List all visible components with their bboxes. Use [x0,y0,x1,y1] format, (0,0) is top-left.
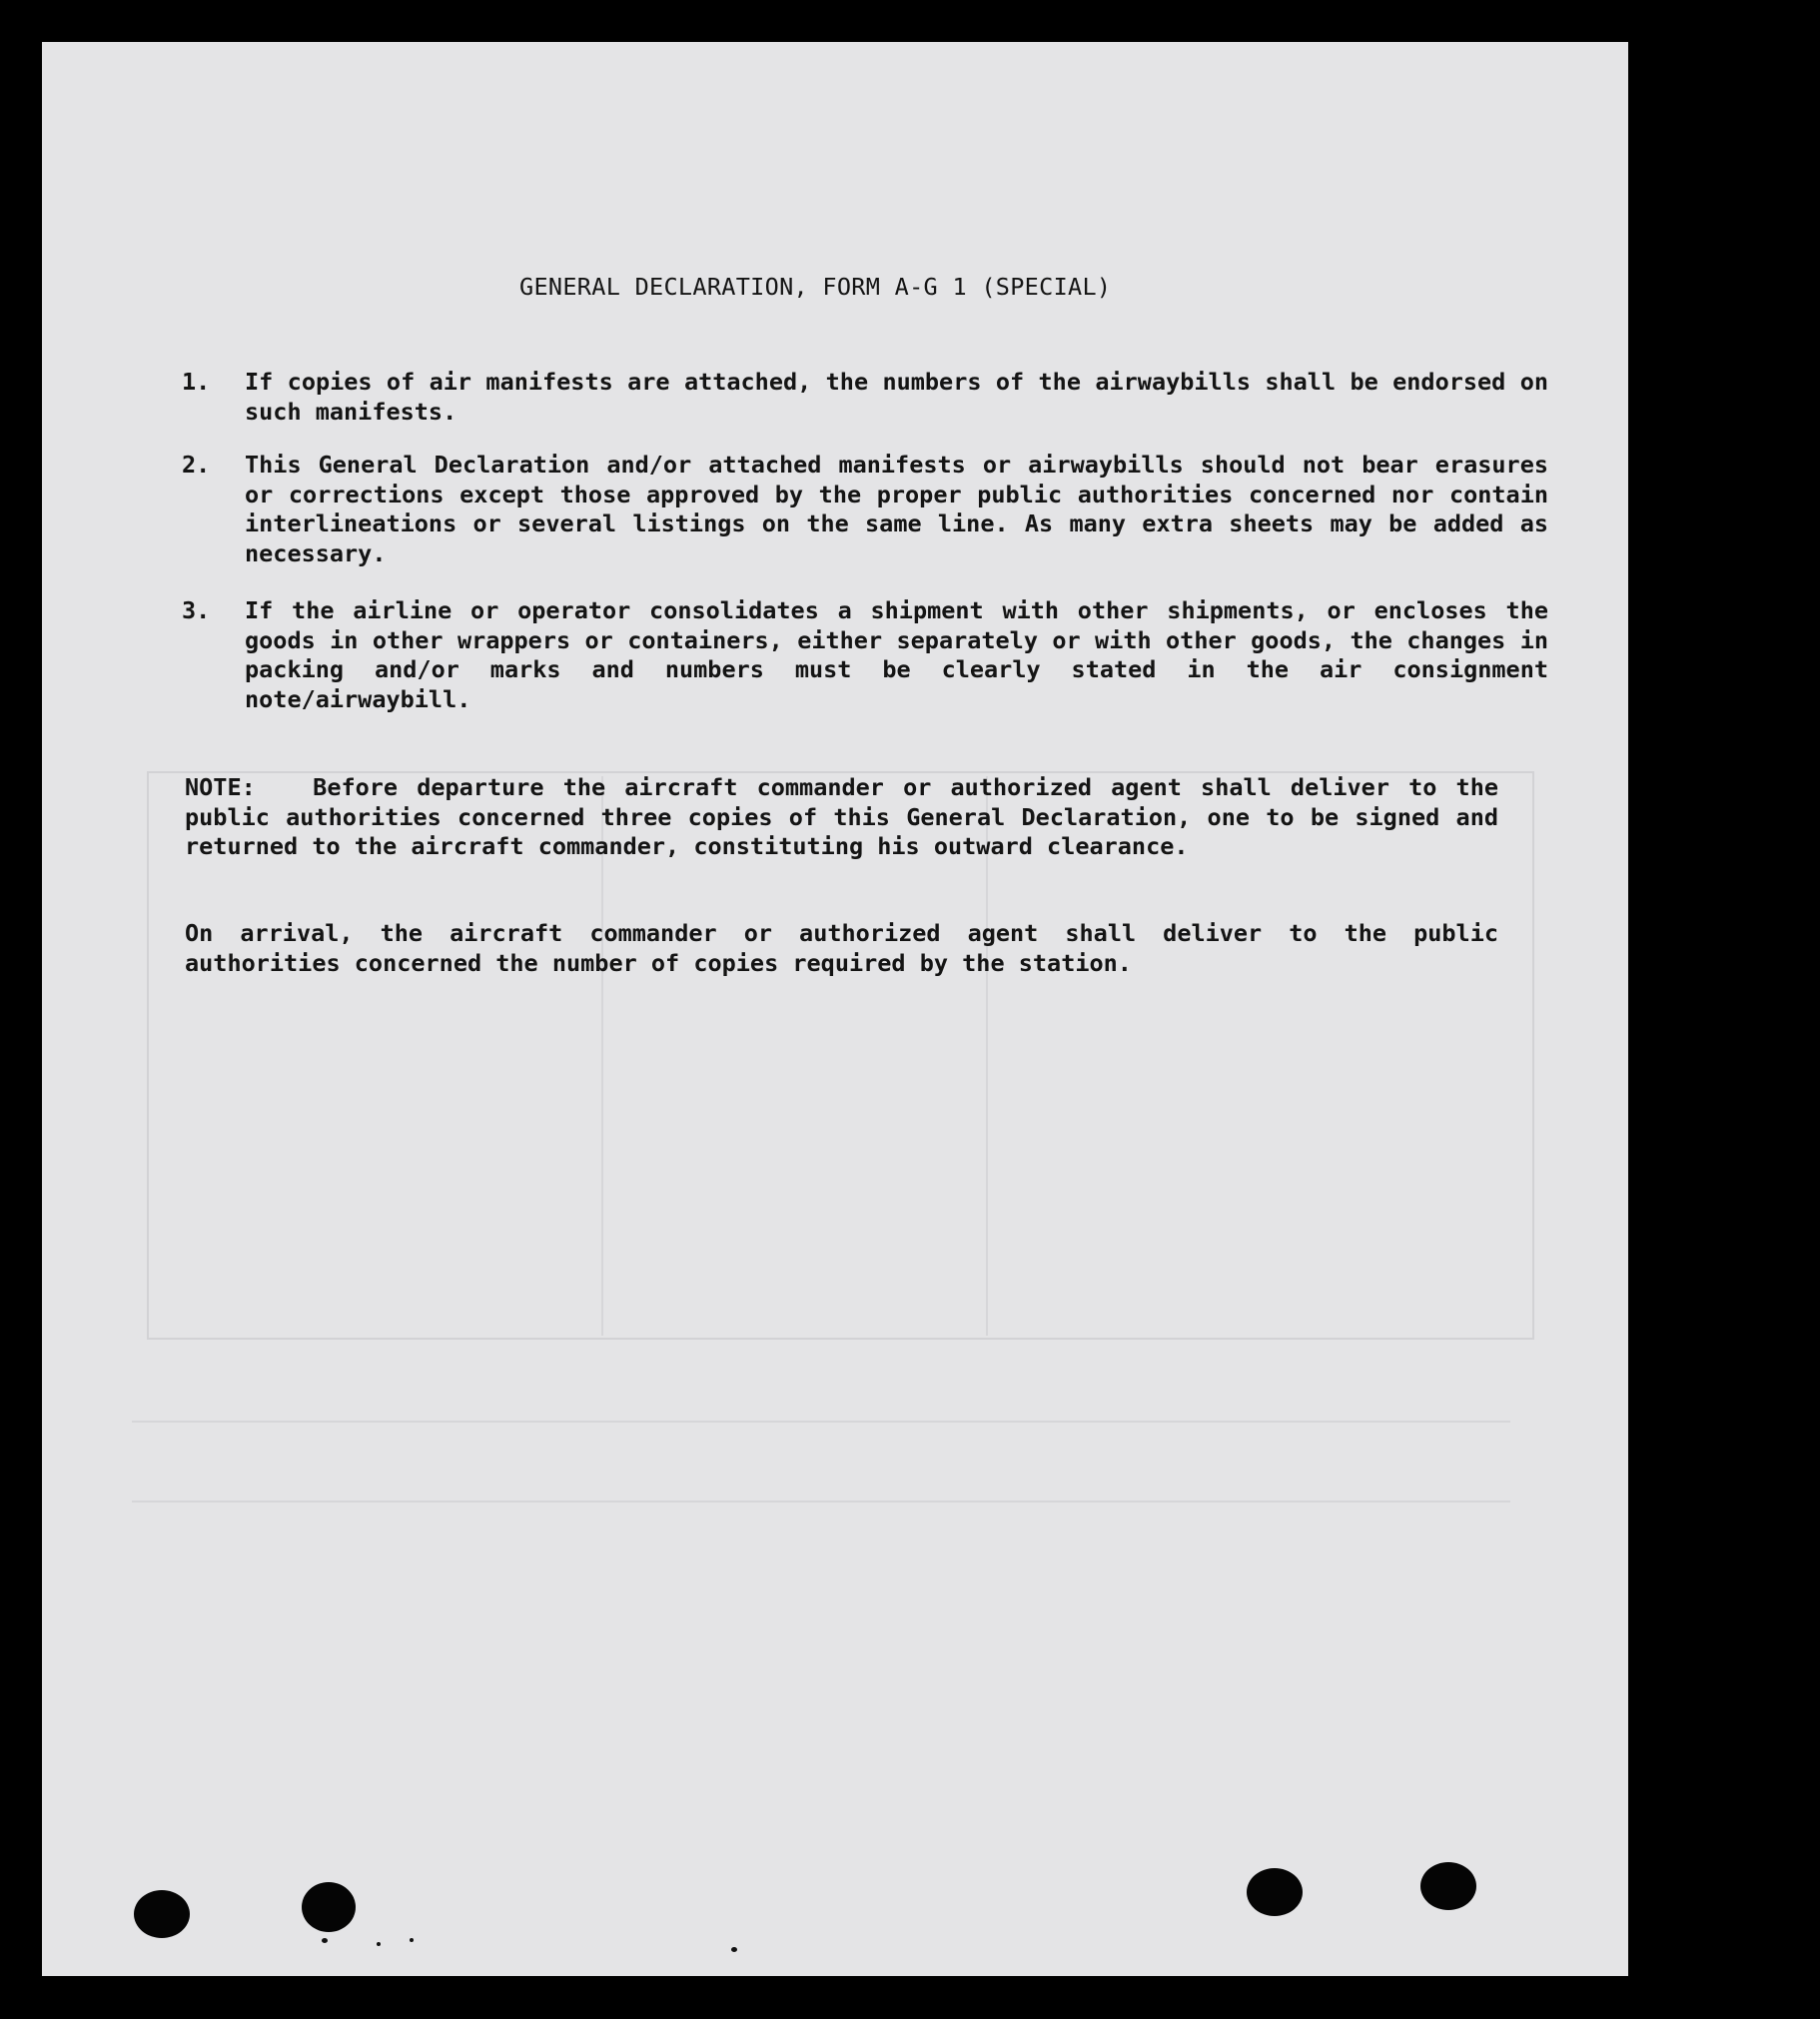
arrival-note: On arrival, the aircraft commander or authorized agent shall deliver to the public authorities concerned the number of copies required by the station. [185,919,1498,977]
item-number: 2. [182,451,211,479]
punch-hole [1247,1868,1303,1916]
scan-speck [410,1938,414,1942]
scan-speck [377,1942,381,1946]
item-number: 3. [182,596,211,624]
punch-hole [1420,1862,1476,1910]
departure-note: NOTE: Before departure the aircraft commander or authorized agent shall deliver to the public authorities concerned three copies of this General Declaration, one to be signed and returned to the aircraft commander, constituting his outward clearance. [185,773,1513,860]
document-page [42,42,1628,1976]
bleed-through-line [132,1501,1510,1503]
item-number: 1. [182,368,211,396]
punch-hole [302,1882,356,1932]
bleed-through-line [132,1421,1510,1423]
scan-speck [731,1947,737,1952]
item-text: If copies of air manifests are attached, the numbers of the airwaybills shall be endorsed on such manifests. [245,368,1548,426]
item-text: If the airline or operator consolidates a shipment with other shipments, or encloses the goods in other wrappers or containers, either separately or with other goods, the changes in packing and/or marks and numbers must be clearly stated in the air consignment note/airwaybill. [245,596,1548,713]
document-title: GENERAL DECLARATION, FORM A-G 1 (SPECIAL) [519,273,1112,301]
punch-hole [134,1890,190,1938]
item-text: This General Declaration and/or attached manifests or airwaybills should not bear erasures or corrections except those approved by the proper public authorities concerned nor contain interlineations or several listings on the same line. As many extra sheets may be added as necessary. [245,451,1548,567]
scan-speck [322,1938,328,1943]
